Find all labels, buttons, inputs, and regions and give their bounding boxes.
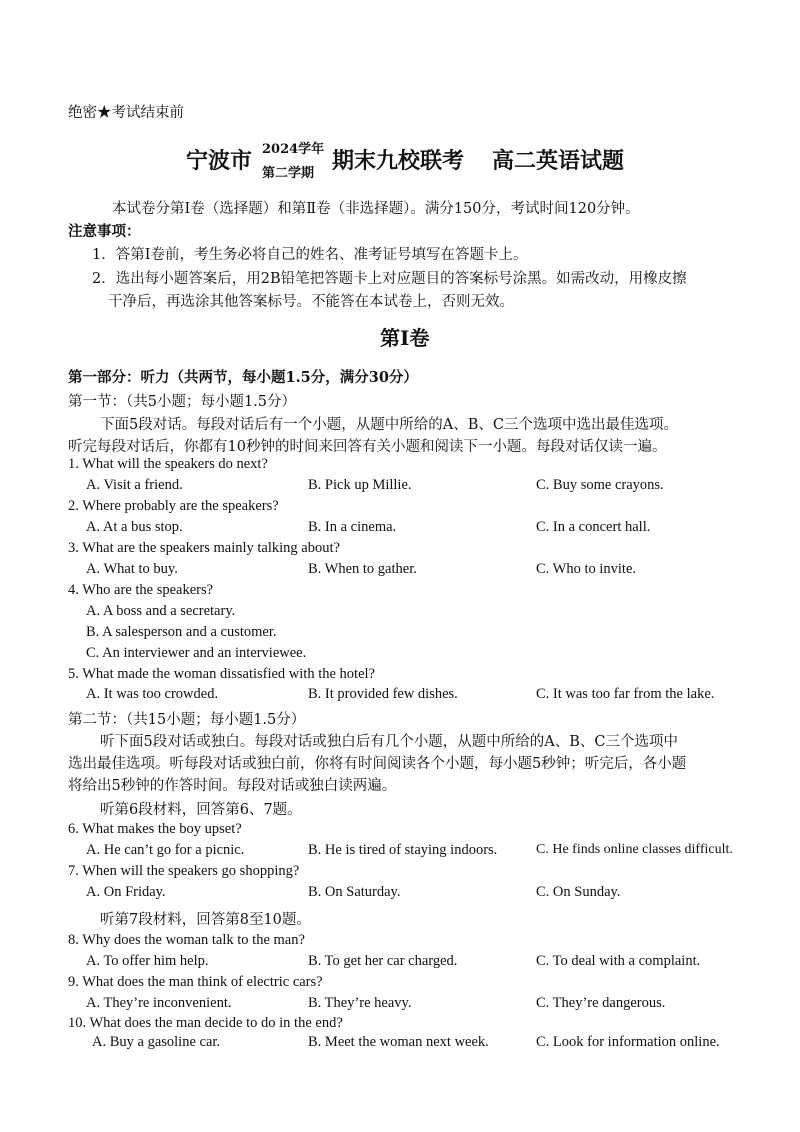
title-year: 2024学年 <box>262 142 325 157</box>
option-b: B. A salesperson and a customer. <box>86 624 277 640</box>
option-c: C. They’re dangerous. <box>536 995 666 1011</box>
option-b: B. It provided few dishes. <box>308 686 458 702</box>
option-b: B. On Saturday. <box>308 884 401 900</box>
option-b: B. In a cinema. <box>308 519 397 535</box>
option-c: C. Who to invite. <box>536 561 637 577</box>
option-c: C. It was too far from the lake. <box>536 686 715 702</box>
question-stem: 5. What made the woman dissatisfied with the hotel? <box>68 666 375 682</box>
option-a: A. It was too crowded. <box>86 686 219 702</box>
question-stem: 7. When will the speakers go shopping? <box>68 863 300 879</box>
section2-instructions: 听下面5段对话或独白。每段对话或独白后有几个小题，从题中所给的A、B、C三个选项中 <box>100 734 678 750</box>
option-b: B. To get her car charged. <box>308 953 458 969</box>
option-a: A. To offer him help. <box>86 953 209 969</box>
option-a: A. What to buy. <box>86 561 178 577</box>
option-c: C. To deal with a complaint. <box>536 953 701 969</box>
option-c: C. An interviewer and an interviewee. <box>86 645 307 661</box>
question-stem: 10. What does the man decide to do in the end? <box>68 1015 343 1031</box>
title-city: 宁波市 <box>186 148 253 174</box>
option-a: A. At a bus stop. <box>86 519 183 535</box>
material-note: 听第7段材料，回答第8至10题。 <box>100 912 311 928</box>
section2-instructions: 将给出5秒钟的作答时间。每段对话或独白读两遍。 <box>68 778 397 794</box>
question-stem: 8. Why does the woman talk to the man? <box>68 932 305 948</box>
option-b: B. He is tired of staying indoors. <box>308 842 498 858</box>
option-c: C. On Sunday. <box>536 884 621 900</box>
notes-heading: 注意事项： <box>68 223 141 240</box>
confidential-label: 绝密★考试结束前 <box>68 105 184 121</box>
option-a: A. Buy a gasoline car. <box>92 1034 221 1050</box>
option-b: B. When to gather. <box>308 561 417 577</box>
exam-title <box>0 136 800 182</box>
title-exam: 期末九校联考 <box>332 148 465 174</box>
title-subject: 高二英语试题 <box>492 148 625 174</box>
section1-instructions: 下面5段对话。每段对话后有一个小题，从题中所给的A、B、C三个选项中选出最佳选项。 <box>100 417 678 433</box>
section1-heading: 第一节：（共5小题；每小题1.5分） <box>68 394 297 410</box>
option-c: C. He finds online classes difficult. <box>536 842 733 857</box>
option-a: A. He can’t go for a picnic. <box>86 842 245 858</box>
part1-heading: 第一部分：听力（共两节，每小题1.5分，满分30分） <box>68 369 418 386</box>
option-b: B. Pick up Millie. <box>308 477 412 493</box>
option-a: A. They’re inconvenient. <box>86 995 232 1011</box>
intro-text: 本试卷分第Ⅰ卷（选择题）和第Ⅱ卷（非选择题）。满分150分，考试时间120分钟。 <box>112 201 640 217</box>
note-item: 干净后，再选涂其他答案标号。不能答在本试卷上，否则无效。 <box>108 294 514 310</box>
note-item: 1．答第Ⅰ卷前，考生务必将自己的姓名、准考证号填写在答题卡上。 <box>92 247 528 263</box>
option-c: C. Look for information online. <box>536 1034 720 1050</box>
title-term: 第二学期 <box>262 166 315 181</box>
question-stem: 6. What makes the boy upset? <box>68 821 242 837</box>
volume-title: 第Ⅰ卷 <box>380 326 430 350</box>
question-stem: 3. What are the speakers mainly talking about? <box>68 540 340 556</box>
section1-instructions: 听完每段对话后，你都有10秒钟的时间来回答有关小题和阅读下一小题。每段对话仅读一遍。 <box>68 439 667 455</box>
option-a: A. On Friday. <box>86 884 166 900</box>
question-stem: 1. What will the speakers do next? <box>68 456 268 472</box>
option-b: B. Meet the woman next week. <box>308 1034 489 1050</box>
question-stem: 2. Where probably are the speakers? <box>68 498 279 514</box>
option-a: A. A boss and a secretary. <box>86 603 236 619</box>
option-b: B. They’re heavy. <box>308 995 412 1011</box>
section2-heading: 第二节：（共15小题；每小题1.5分） <box>68 712 306 728</box>
material-note: 听第6段材料，回答第6、7题。 <box>100 802 302 818</box>
note-item: 2．选出每小题答案后，用2B铅笔把答题卡上对应题目的答案标号涂黑。如需改动，用橡皮擦 <box>92 271 687 287</box>
question-stem: 4. Who are the speakers? <box>68 582 214 598</box>
option-c: C. Buy some crayons. <box>536 477 664 493</box>
question-stem: 9. What does the man think of electric cars? <box>68 974 323 990</box>
section2-instructions: 选出最佳选项。听每段对话或独白前，你将有时间阅读各个小题，每小题5秒钟；听完后，各小题 <box>68 756 687 772</box>
option-c: C. In a concert hall. <box>536 519 651 535</box>
option-a: A. Visit a friend. <box>86 477 183 493</box>
